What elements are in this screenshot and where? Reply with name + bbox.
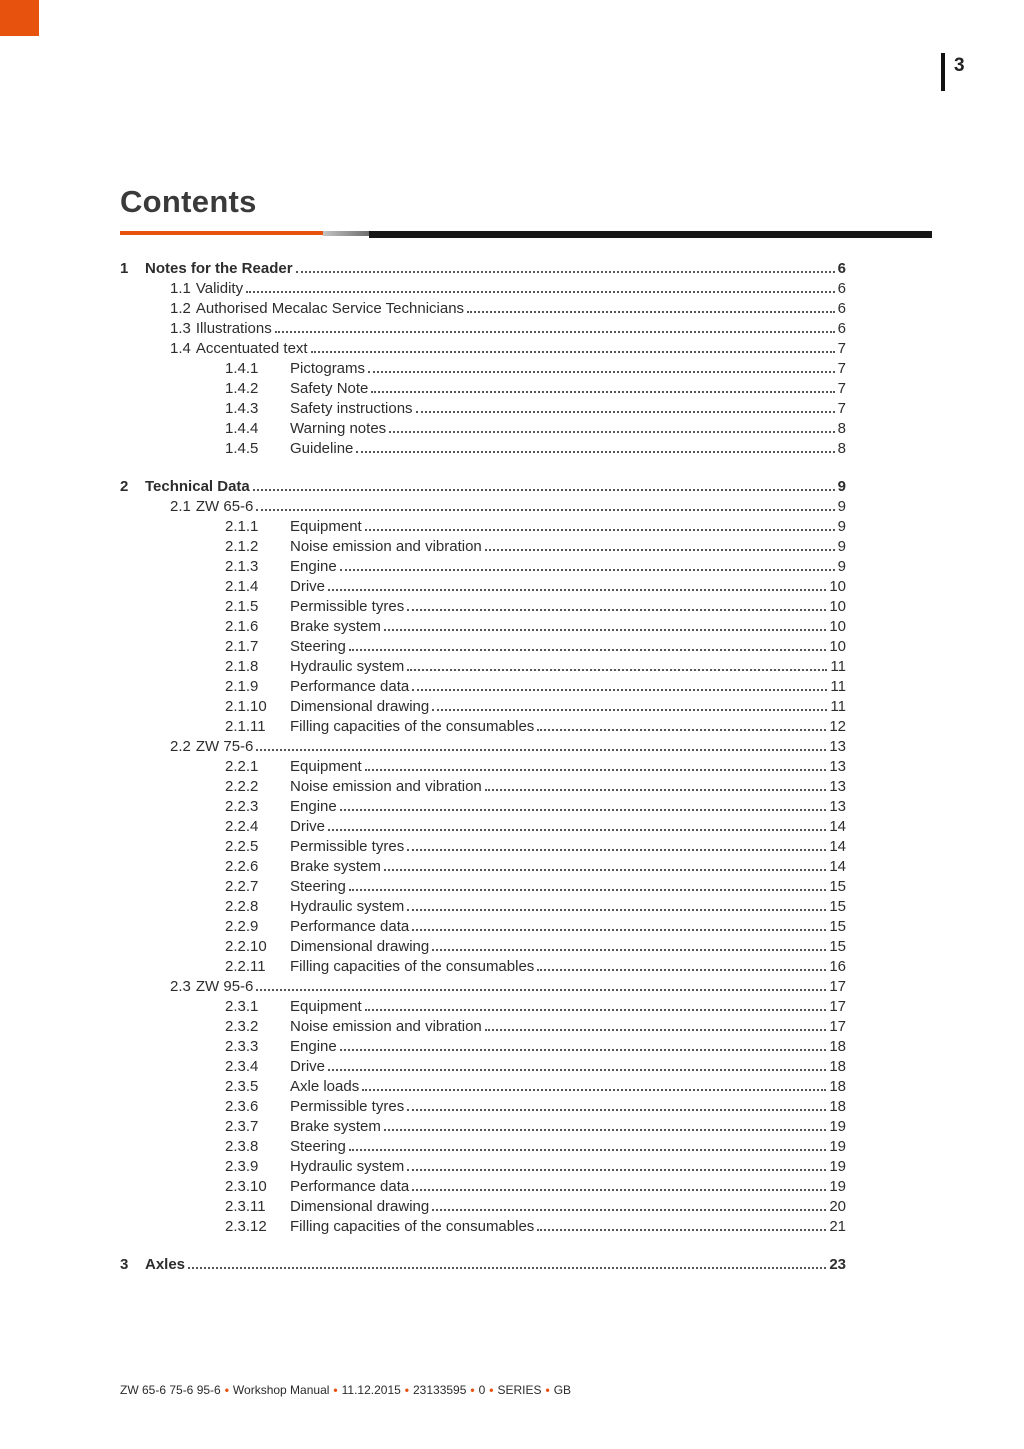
toc-entry-page: 7 <box>837 340 846 357</box>
toc-entry-title: Steering <box>290 638 346 655</box>
toc-row <box>120 1057 846 1077</box>
toc-row <box>120 937 846 957</box>
toc-row <box>120 857 846 877</box>
toc-entry-page: 9 <box>837 498 846 515</box>
toc-entry-number: 2.3.2 <box>225 1018 259 1035</box>
footer-separator: • <box>333 1383 338 1397</box>
toc-entry-title: Brake system <box>290 858 381 875</box>
toc-entry-title: Equipment <box>290 518 362 535</box>
toc-row <box>120 637 846 657</box>
toc-entry-title: Filling capacities of the consumables <box>290 958 535 975</box>
footer <box>120 1383 571 1397</box>
dot-leader <box>256 508 834 511</box>
dot-leader <box>432 708 827 711</box>
toc-entry-page: 18 <box>829 1038 846 1055</box>
dot-leader <box>349 648 826 651</box>
toc-entry-number: 2.1 <box>170 498 191 515</box>
dot-leader <box>384 1128 826 1131</box>
toc-entry-page: 16 <box>829 958 846 975</box>
toc-entry-page: 15 <box>829 918 846 935</box>
toc-entry-title: Validity <box>195 280 244 297</box>
rule-gray-segment <box>323 231 369 236</box>
dot-leader <box>296 270 835 273</box>
toc-entry-page: 17 <box>829 1018 846 1035</box>
dot-leader <box>340 1048 827 1051</box>
toc-entry-page: 11 <box>830 678 846 695</box>
toc-row <box>120 577 846 597</box>
toc-entry-number: 2.2.2 <box>225 778 259 795</box>
toc-entry-number: 2.2 <box>170 738 191 755</box>
footer-separator: • <box>470 1383 475 1397</box>
toc-entry-title: Performance data <box>290 1178 410 1195</box>
dot-leader <box>349 1148 826 1151</box>
toc-row <box>120 1017 846 1037</box>
dot-leader <box>407 908 826 911</box>
toc-row <box>120 517 846 537</box>
title-rule <box>120 231 932 238</box>
dot-leader <box>407 608 826 611</box>
toc-entry-number: 1.4.1 <box>225 360 259 377</box>
footer-segment: SERIES <box>497 1383 542 1397</box>
dot-leader <box>188 1266 826 1269</box>
toc-entry-title: Engine <box>290 1038 337 1055</box>
page-title: Contents <box>120 184 257 219</box>
dot-leader <box>485 548 835 551</box>
toc-entry-page: 9 <box>837 558 846 575</box>
toc-entry-title: Axles <box>145 1256 186 1273</box>
dot-leader <box>349 888 826 891</box>
toc-entry-number: 1.1 <box>170 280 191 297</box>
dot-leader <box>485 788 827 791</box>
toc-entry-number: 2.1.11 <box>225 718 266 735</box>
toc-entry-page: 8 <box>837 420 846 437</box>
dot-leader <box>311 350 835 353</box>
toc-entry-number: 2.2.4 <box>225 818 259 835</box>
toc-row <box>120 617 846 637</box>
toc-row <box>120 597 846 617</box>
dot-leader <box>328 588 826 591</box>
toc-entry-number: 2.3.3 <box>225 1038 259 1055</box>
dot-leader <box>432 1208 826 1211</box>
toc-entry-title: Drive <box>290 1058 326 1075</box>
toc-entry-title: Hydraulic system <box>290 1158 405 1175</box>
toc-entry-title: Performance data <box>290 918 410 935</box>
toc-entry-title: Filling capacities of the consumables <box>290 1218 535 1235</box>
toc-row <box>120 897 846 917</box>
toc-entry-page: 17 <box>829 998 846 1015</box>
toc-entry-title: Noise emission and vibration <box>290 538 482 555</box>
dot-leader <box>467 310 835 313</box>
toc-entry-title: Engine <box>290 798 337 815</box>
dot-leader <box>407 668 827 671</box>
toc-entry-title: Illustrations <box>195 320 272 337</box>
dot-leader <box>340 808 827 811</box>
toc-entry-page: 19 <box>829 1138 846 1155</box>
toc-entry-page: 20 <box>829 1198 846 1215</box>
toc-row <box>120 439 846 459</box>
toc-entry-title: Steering <box>290 1138 346 1155</box>
dot-leader <box>340 568 835 571</box>
footer-segment: 23133595 <box>413 1383 467 1397</box>
toc-entry-title: Noise emission and vibration <box>290 1018 482 1035</box>
footer-separator: • <box>404 1383 409 1397</box>
toc-entry-number: 2.2.11 <box>225 958 266 975</box>
toc-entry-number: 2.3.8 <box>225 1138 259 1155</box>
toc-entry-number: 1.4.5 <box>225 440 259 457</box>
content-area <box>120 185 932 1275</box>
toc-entry-title: Brake system <box>290 618 381 635</box>
toc-entry-page: 6 <box>837 280 846 297</box>
toc-entry-title: Equipment <box>290 998 362 1015</box>
rule-black-segment <box>369 231 932 238</box>
toc-row <box>120 757 846 777</box>
toc-entry-number: 1.4.3 <box>225 400 259 417</box>
footer-separator: • <box>545 1383 550 1397</box>
toc-row <box>120 957 846 977</box>
toc-row <box>120 1077 846 1097</box>
toc-entry-number: 2.3.11 <box>225 1198 266 1215</box>
toc-entry-number: 2.2.1 <box>225 758 259 775</box>
toc-entry-page: 18 <box>829 1078 846 1095</box>
toc-entry-number: 1.4.2 <box>225 380 259 397</box>
dot-leader <box>256 748 826 751</box>
toc-entry-page: 9 <box>837 478 846 495</box>
toc-row <box>120 877 846 897</box>
toc-row <box>120 697 846 717</box>
toc-row <box>120 1217 846 1237</box>
toc-entry-title: Dimensional drawing <box>290 1198 430 1215</box>
footer-segment: Workshop Manual <box>232 1383 330 1397</box>
toc-entry-page: 21 <box>829 1218 846 1235</box>
toc-entry-title: Engine <box>290 558 337 575</box>
toc-entry-number: 2.3.10 <box>225 1178 267 1195</box>
toc-entry-page: 19 <box>829 1158 846 1175</box>
toc-section <box>120 1255 846 1275</box>
toc-entry-page: 6 <box>837 320 846 337</box>
toc-row <box>120 917 846 937</box>
toc-row <box>120 777 846 797</box>
toc-row <box>120 1037 846 1057</box>
dot-leader <box>412 688 827 691</box>
dot-leader <box>407 1168 826 1171</box>
toc-entry-page: 10 <box>829 638 846 655</box>
dot-leader <box>407 848 826 851</box>
toc-entry-number: 1.3 <box>170 320 191 337</box>
toc-entry-title: Filling capacities of the consumables <box>290 718 535 735</box>
dot-leader <box>362 1088 826 1091</box>
toc-row <box>120 997 846 1017</box>
dot-leader <box>368 370 835 373</box>
toc-row <box>120 717 846 737</box>
toc-entry-number: 2.3.1 <box>225 998 259 1015</box>
page-number: 3 <box>954 55 965 76</box>
dot-leader <box>253 488 835 491</box>
dot-leader <box>365 768 827 771</box>
toc-entry-title: Noise emission and vibration <box>290 778 482 795</box>
dot-leader <box>485 1028 827 1031</box>
dot-leader <box>537 728 826 731</box>
toc-entry-title: ZW 65-6 <box>195 498 254 515</box>
dot-leader <box>365 528 835 531</box>
dot-leader <box>412 1188 826 1191</box>
toc-entry-page: 18 <box>829 1098 846 1115</box>
toc-row <box>120 737 846 757</box>
toc-entry-page: 7 <box>837 360 846 377</box>
toc-entry-number: 2.1.5 <box>225 598 259 615</box>
toc-row <box>120 319 846 339</box>
toc-entry-number: 1.2 <box>170 300 191 317</box>
toc-entry-page: 19 <box>829 1118 846 1135</box>
dot-leader <box>412 928 826 931</box>
toc-entry-number: 2 <box>120 478 129 495</box>
dot-leader <box>365 1008 827 1011</box>
page-number-block <box>941 53 965 91</box>
toc-entry-number: 2.2.9 <box>225 918 259 935</box>
toc-entry-number: 2.2.8 <box>225 898 259 915</box>
toc-entry-page: 10 <box>829 578 846 595</box>
toc-row <box>120 379 846 399</box>
toc-entry-title: ZW 95-6 <box>195 978 254 995</box>
toc-entry-page: 6 <box>837 260 846 277</box>
toc-entry-page: 13 <box>829 798 846 815</box>
toc-entry-number: 2.3.6 <box>225 1098 259 1115</box>
toc-entry-number: 1 <box>120 260 129 277</box>
toc-entry-page: 18 <box>829 1058 846 1075</box>
toc-entry-title: Hydraulic system <box>290 658 405 675</box>
toc-row <box>120 299 846 319</box>
toc-row <box>120 557 846 577</box>
toc <box>120 259 846 1275</box>
toc-entry-number: 2.1.7 <box>225 638 259 655</box>
toc-entry-page: 8 <box>837 440 846 457</box>
toc-entry-page: 10 <box>829 598 846 615</box>
toc-entry-title: Dimensional drawing <box>290 698 430 715</box>
toc-entry-page: 14 <box>829 858 846 875</box>
toc-entry-number: 2.1.2 <box>225 538 259 555</box>
toc-row <box>120 1137 846 1157</box>
toc-row <box>120 837 846 857</box>
toc-entry-page: 11 <box>830 698 846 715</box>
toc-entry-page: 13 <box>829 738 846 755</box>
toc-row <box>120 1177 846 1197</box>
toc-row <box>120 419 846 439</box>
dot-leader <box>256 988 826 991</box>
toc-entry-title: Authorised Mecalac Service Technicians <box>195 300 465 317</box>
page-number-divider <box>941 53 945 91</box>
toc-entry-number: 2.2.6 <box>225 858 259 875</box>
toc-section <box>120 477 846 1237</box>
dot-leader <box>356 450 834 453</box>
dot-leader <box>328 828 826 831</box>
toc-entry-title: Safety Note <box>290 380 369 397</box>
toc-entry-page: 14 <box>829 838 846 855</box>
toc-entry-number: 2.2.5 <box>225 838 259 855</box>
dot-leader <box>384 628 826 631</box>
toc-row <box>120 537 846 557</box>
toc-entry-title: Accentuated text <box>195 340 308 357</box>
dot-leader <box>275 330 835 333</box>
toc-entry-number: 2.1.6 <box>225 618 259 635</box>
footer-separator: • <box>224 1383 229 1397</box>
dot-leader <box>432 948 826 951</box>
toc-entry-title: ZW 75-6 <box>195 738 254 755</box>
toc-row <box>120 1157 846 1177</box>
dot-leader <box>537 1228 826 1231</box>
footer-segment: 11.12.2015 <box>341 1383 401 1397</box>
toc-entry-number: 1.4.4 <box>225 420 259 437</box>
dot-leader <box>246 290 835 293</box>
dot-leader <box>371 390 834 393</box>
toc-row <box>120 977 846 997</box>
toc-entry-number: 2.2.10 <box>225 938 267 955</box>
toc-row <box>120 399 846 419</box>
toc-entry-title: Notes for the Reader <box>145 260 293 277</box>
toc-entry-page: 9 <box>837 518 846 535</box>
toc-entry-page: 12 <box>829 718 846 735</box>
toc-row <box>120 1097 846 1117</box>
toc-entry-number: 2.3.5 <box>225 1078 259 1095</box>
toc-entry-title: Pictograms <box>290 360 366 377</box>
toc-entry-page: 13 <box>829 778 846 795</box>
toc-row <box>120 259 846 279</box>
toc-entry-page: 13 <box>829 758 846 775</box>
toc-entry-title: Technical Data <box>145 478 250 495</box>
toc-entry-page: 23 <box>829 1256 846 1273</box>
toc-row <box>120 1117 846 1137</box>
toc-entry-number: 2.1.9 <box>225 678 259 695</box>
toc-entry-number: 1.4 <box>170 340 191 357</box>
toc-row <box>120 497 846 517</box>
toc-entry-page: 14 <box>829 818 846 835</box>
toc-entry-title: Drive <box>290 578 326 595</box>
toc-entry-title: Brake system <box>290 1118 381 1135</box>
toc-entry-number: 2.1.4 <box>225 578 259 595</box>
dot-leader <box>328 1068 826 1071</box>
toc-row <box>120 677 846 697</box>
toc-entry-number: 2.1.1 <box>225 518 259 535</box>
toc-row <box>120 339 846 359</box>
toc-row <box>120 657 846 677</box>
toc-entry-title: Permissible tyres <box>290 838 405 855</box>
toc-row <box>120 279 846 299</box>
toc-entry-title: Permissible tyres <box>290 598 405 615</box>
toc-entry-number: 3 <box>120 1256 129 1273</box>
corner-accent-bar <box>0 0 39 36</box>
toc-entry-number: 2.3.9 <box>225 1158 259 1175</box>
toc-row <box>120 1255 846 1275</box>
toc-row <box>120 359 846 379</box>
toc-entry-page: 9 <box>837 538 846 555</box>
dot-leader <box>407 1108 826 1111</box>
toc-entry-page: 15 <box>829 878 846 895</box>
dot-leader <box>389 430 834 433</box>
toc-entry-page: 10 <box>829 618 846 635</box>
toc-row <box>120 1197 846 1217</box>
toc-entry-title: Permissible tyres <box>290 1098 405 1115</box>
footer-segment: ZW 65-6 75-6 95-6 <box>120 1383 221 1397</box>
toc-row <box>120 797 846 817</box>
toc-entry-title: Hydraulic system <box>290 898 405 915</box>
toc-entry-number: 2.3.7 <box>225 1118 259 1135</box>
toc-entry-number: 2.1.8 <box>225 658 259 675</box>
footer-segment: GB <box>553 1383 572 1397</box>
toc-entry-page: 7 <box>837 380 846 397</box>
toc-entry-page: 6 <box>837 300 846 317</box>
footer-separator: • <box>489 1383 494 1397</box>
rule-orange-segment <box>120 231 323 235</box>
toc-entry-title: Dimensional drawing <box>290 938 430 955</box>
toc-entry-number: 2.1.10 <box>225 698 267 715</box>
dot-leader <box>416 410 835 413</box>
dot-leader <box>384 868 826 871</box>
toc-row <box>120 817 846 837</box>
toc-section <box>120 259 846 459</box>
toc-entry-title: Performance data <box>290 678 410 695</box>
toc-entry-page: 15 <box>829 898 846 915</box>
toc-entry-number: 2.3.12 <box>225 1218 267 1235</box>
toc-row <box>120 477 846 497</box>
toc-entry-page: 15 <box>829 938 846 955</box>
toc-entry-title: Guideline <box>290 440 354 457</box>
toc-entry-title: Drive <box>290 818 326 835</box>
toc-entry-number: 2.3.4 <box>225 1058 259 1075</box>
toc-entry-title: Equipment <box>290 758 362 775</box>
toc-entry-number: 2.1.3 <box>225 558 259 575</box>
toc-entry-title: Warning notes <box>290 420 387 437</box>
dot-leader <box>537 968 826 971</box>
toc-entry-page: 17 <box>829 978 846 995</box>
toc-entry-page: 7 <box>837 400 846 417</box>
toc-entry-number: 2.2.7 <box>225 878 259 895</box>
toc-entry-number: 2.2.3 <box>225 798 259 815</box>
toc-entry-page: 11 <box>830 658 846 675</box>
toc-entry-number: 2.3 <box>170 978 191 995</box>
toc-entry-page: 19 <box>829 1178 846 1195</box>
footer-segment: 0 <box>478 1383 486 1397</box>
toc-entry-title: Steering <box>290 878 346 895</box>
toc-entry-title: Safety instructions <box>290 400 413 417</box>
toc-entry-title: Axle loads <box>290 1078 360 1095</box>
